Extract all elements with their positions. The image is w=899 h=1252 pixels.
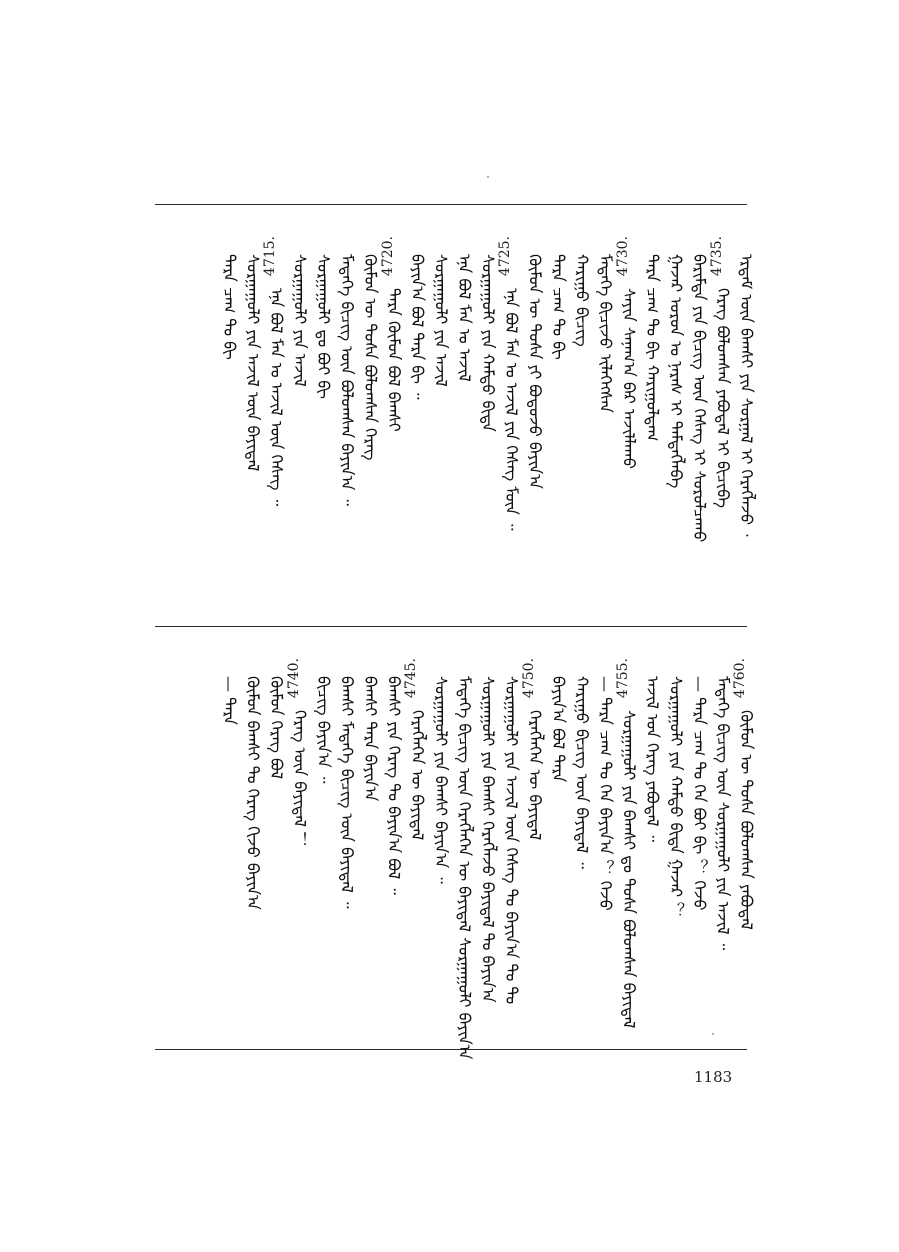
bottom-rule [155, 1049, 747, 1050]
text-line: ᠮᠡᠳᠡᠭᠡ ᠪᠢᠴᠢᠭ ᠦᠨ ᠰᠤᠷᠭᠠᠭᠤᠯᠢ ᠶᠢᠨ ᠠᠵᠢᠯ ᠃ [713, 676, 733, 951]
text-line: ᠬᠠᠷᠢᠭᠤ ᠪᠢᠴᠢᠭ ᠦᠨ ᠪᠠᠶᠢᠳᠠᠯ ᠃ [572, 676, 592, 869]
line-number: 4720. [379, 236, 396, 277]
text-line: ᠬᠦᠮᠦᠨ ᠦ ᠲᠤᠰᠠ ᠪᠣᠯᠤᠭᠰᠠᠨ ᠬᠡᠷᠡᠭ [361, 254, 380, 461]
text-line: ᠰᠤᠷᠭᠠᠭᠤᠯᠢ ᠶᠢᠨ ᠪᠠᠭᠰᠢ ᠪᠠᠶᠢᠨ᠎ᠠ ᠃ [431, 676, 451, 884]
text-line: ᠡᠨᠡ ᠪᠣᠯ ᠮᠠᠨ ᠤ ᠠᠵᠢᠯ ᠶᠢᠨ ᠬᠡᠰᠡᠭ ᠮᠥᠨ ᠃ [502, 288, 521, 531]
text-line: ᠲᠡᠷᠡ ᠴᠠᠭ ᠲᠤ ᠪᠢ ᠬᠠᠷᠢᠭᠤᠯᠳᠠᠭ [643, 254, 662, 442]
line-number: 4730. [614, 236, 631, 277]
text-line: ᠰᠤᠷᠭᠠᠭᠤᠯᠢ ᠶᠢᠨ ᠠᠵᠢᠯ ᠦᠨ ᠪᠠᠶᠢᠳᠠᠯ [243, 254, 263, 472]
upper-text-block [200, 236, 760, 616]
line-number: 4715. [262, 236, 278, 277]
text-line: ᠪᠠᠶᠢᠨ᠎ᠠ ᠪᠤᠯ ᠲᠡᠷᠡ [549, 676, 568, 783]
text-line: ᠪᠠᠭᠰᠢ ᠮᠡᠳᠡᠭᠡ ᠪᠢᠴᠢᠭ ᠦᠨ ᠪᠠᠶᠢᠳᠠᠯ ᠃ [337, 676, 357, 909]
speck [487, 176, 489, 178]
text-line: ᠬᠡᠷᠡᠭᠯᠡᠭᠡᠨ ᠦ ᠪᠠᠶᠢᠳᠠᠯ [408, 710, 427, 841]
line-number: 4735. [708, 236, 725, 277]
text-line: ᠮᠡᠳᠡᠭᠡ ᠪᠢᠴᠢᠭ ᠦᠨ ᠪᠤᠯᠤᠭᠰᠠᠨ ᠪᠠᠶᠢᠨ᠎ᠠ ᠃ [337, 254, 357, 506]
text-line: ᠲᠡᠷᠡ ᠬᠦᠮᠦᠨ ᠪᠣᠯ ᠪᠠᠭᠰᠢ [384, 288, 404, 432]
text-line: ᠰᠤᠷᠭᠠᠭᠤᠯᠢ ᠶᠢᠨ ᠠᠵᠢᠯ [290, 254, 310, 387]
lower-text-block [200, 658, 760, 1060]
text-line: ᠰᠠᠶᠢᠨ ᠰᠠᠨᠠᠭ᠎ᠠ ᠪᠠᠷ ᠠᠵᠢᠯᠯᠠᠬᠤ [619, 288, 639, 469]
text-line: ᠰᠤᠷᠭᠠᠭᠤᠯᠢ ᠶᠢᠨ ᠪᠠᠭᠰᠢ ᠳᠤ ᠲᠤᠰᠠ ᠪᠣᠯᠤᠭᠰᠠᠨ ᠪᠠᠶᠢᠳᠠᠯ [619, 710, 639, 1029]
text-line: — ᠲᠡᠷᠡ ᠴᠠᠭ ᠲᠤ ᠬᠡᠨ ᠪᠤᠢ ᠪᠢ ？ ᠭᠡᠵᠦ [690, 676, 709, 911]
text-line: ᠬᠠᠷᠢᠭᠤ ᠪᠢᠴᠢᠭ [572, 254, 592, 347]
text-line: ᠰᠤᠷᠭᠠᠭᠤᠯᠢ ᠶᠢᠨ ᠠᠵᠢᠯ [431, 254, 451, 387]
text-line: ᠬᠡᠷᠡᠭ ᠦᠨ ᠪᠠᠶᠢᠳᠠᠯ ！ [290, 710, 310, 849]
text-line: ᠪᠠᠭᠰᠢ ᠶᠢᠨ ᠬᠡᠷᠡᠭ ᠲᠤ ᠪᠠᠶᠢᠨ᠎ᠠ ᠪᠤᠯ ᠃ [384, 676, 404, 895]
text-line: ᠰᠤᠷᠭᠠᠭᠤᠯᠢ ᠶᠢᠨ ᠠᠵᠢᠯ ᠦᠨ ᠬᠡᠰᠡᠭ ᠲᠤ ᠪᠠᠶᠢᠨ᠎ᠠ ᠲᠤ ᠲᠤ [502, 676, 521, 1005]
top-rule [155, 204, 747, 205]
text-line: ᠬᠦᠮᠦᠨ ᠪᠠᠭᠰᠢ ᠲᠤ ᠬᠡᠷᠡᠭ ᠬᠢᠵᠦ ᠪᠠᠶᠢᠨ᠎ᠠ [243, 676, 263, 910]
text-line: ᠰᠤᠷᠭᠠᠭᠤᠯᠢ ᠶᠢᠨ ᠬᠠᠮᠲᠤ ᠪᠢᠳᠡ ᠭᠠᠵᠠᠷ ？ [666, 676, 686, 919]
speck [712, 1033, 714, 1035]
page-number: 1183 [694, 1068, 733, 1086]
text-line: ᠠᠵᠢᠯ ᠤᠨ ᠬᠡᠷᠡᠭ ᠶᠠᠪᠤᠳᠠᠯ ᠃ [643, 676, 662, 843]
text-line: ᠮᠡᠳᠡᠭᠡ ᠪᠢᠴᠢᠵᠦ ᠢᠯᠡᠭᠡᠭᠰᠡᠨ [596, 254, 615, 413]
text-line: ᠪᠠᠶᠢᠨ᠎ᠠ ᠪᠤᠯ ᠲᠡᠷᠡ ᠪᠢ ᠃ [408, 254, 427, 400]
text-line: ᠰᠤᠷᠭᠠᠭᠤᠯᠢ ᠶᠢᠨ ᠬᠠᠮᠲᠤ ᠪᠢᠳᠡ [478, 254, 498, 432]
text-line: ᠰᠤᠷᠭᠠᠭᠤᠯᠢ ᠳᠤ ᠪᠤᠢ ᠪᠢ [314, 254, 333, 399]
line-number: 4755. [614, 658, 631, 699]
text-line: ᠪᠠᠭᠰᠢ ᠲᠡᠷᠡ ᠪᠠᠶᠢᠨ᠎ᠠ [361, 676, 380, 802]
text-line: ᠲᠡᠷᠡ ᠴᠠᠭ ᠲᠤ ᠪᠢ [549, 254, 568, 360]
text-line: ᠭᠠᠵᠠᠷ ᠤᠷᠤᠨ ᠤ ᠨᠡᠷᠡᠰ ᠢ ᠲᠡᠮᠳᠡᠭᠯᠡᠪᠡ [666, 254, 686, 489]
line-number: 4760. [732, 658, 748, 699]
text-line: ᠡᠨᠡ ᠪᠣᠯ ᠮᠠᠨ ᠤ ᠠᠵᠢᠯ [455, 254, 474, 382]
line-number: 4750. [520, 658, 537, 699]
text-line: ᠬᠦᠮᠦᠨ ᠦ ᠲᠤᠰᠠ ᠪᠣᠯᠤᠭᠰᠠᠨ ᠶᠠᠪᠤᠳᠠᠯ [737, 710, 756, 930]
text-line: ᠬᠦᠮᠦᠨ ᠦ ᠲᠤᠰᠠ ᠶᠢ ᠪᠤᠳᠤᠵᠤ ᠪᠠᠶᠢᠨ᠎ᠠ [525, 254, 545, 489]
text-line: ᠬᠦᠮᠦᠨ ᠬᠡᠷᠡᠭ ᠪᠤᠯ [267, 676, 286, 780]
text-line: ᠰᠤᠷᠭᠠᠭᠤᠯᠢ ᠶᠢᠨ ᠪᠠᠭᠰᠢ ᠬᠡᠷᠡᠭᠯᠡᠵᠦ ᠪᠠᠶᠢᠳᠠᠯ ᠲᠤ ᠪᠠᠶᠢᠨ᠎ᠠ [478, 676, 498, 1003]
text-line: ᠪᠢᠴᠢᠭ ᠪᠠᠶᠢᠨ᠎ᠠ ᠃ [314, 676, 333, 784]
line-number: 4740. [285, 658, 302, 699]
text-line: ᠲᠡᠷᠡ ᠴᠠᠭ ᠲᠤ ᠪᠢ [220, 254, 239, 360]
text-line: ᠪᠠᠷᠢᠮᠲᠠ ᠶᠢᠨ ᠪᠢᠴᠢᠭ ᠦᠨ ᠬᠡᠰᠡᠭ ᠢ ᠰᠤᠷᠤᠯᠴᠠᠬᠤ [690, 254, 709, 543]
text-line: ᠡᠨᠡ ᠪᠣᠯ ᠮᠠᠨ ᠤ ᠠᠵᠢᠯ ᠦᠨ ᠬᠡᠰᠡᠭ ᠃ [267, 288, 286, 507]
text-line: ᠬᠡᠷᠡᠭ ᠪᠤᠯᠤᠭᠰᠠᠨ ᠶᠠᠪᠤᠳᠠᠯ ᠢ ᠪᠢᠴᠢᠪᠡ [713, 288, 733, 508]
text-line: ᠮᠡᠳᠡᠭᠡ ᠪᠢᠴᠢᠭ ᠦᠨ ᠬᠡᠷᠡᠭᠯᠡᠭᠡᠨ ᠦ ᠪᠠᠶᠢᠳᠠᠯ ᠰᠤᠷᠭᠠᠭᠤᠯᠢ ᠪᠠᠶᠢᠨ᠎ᠠ [455, 676, 474, 1060]
text-line: ᠬᠡᠷᠡᠭᠯᠡᠭᠡᠨ ᠦ ᠪᠠᠶᠢᠳᠠᠯ [525, 710, 545, 841]
text-line: ᠡᠷᠳᠡᠮ ᠦᠨ ᠪᠠᠭᠰᠢ ᠶᠢᠨ ᠰᠤᠷᠭᠠᠯ ᠢ ᠬᠡᠷᠡᠭᠯᠡᠵᠦ ᠂ [737, 254, 756, 537]
middle-rule [155, 626, 747, 627]
line-number: 4725. [497, 236, 513, 277]
text-line: — ᠲᠡᠷᠡ [220, 676, 239, 725]
line-number: 4745. [403, 658, 419, 699]
text-line: — ᠲᠡᠷᠡ ᠴᠠᠭ ᠲᠤ ᠬᠡᠨ ᠪᠠᠶᠢᠨ᠎ᠠ ？ ᠭᠡᠵᠦ [596, 676, 615, 911]
